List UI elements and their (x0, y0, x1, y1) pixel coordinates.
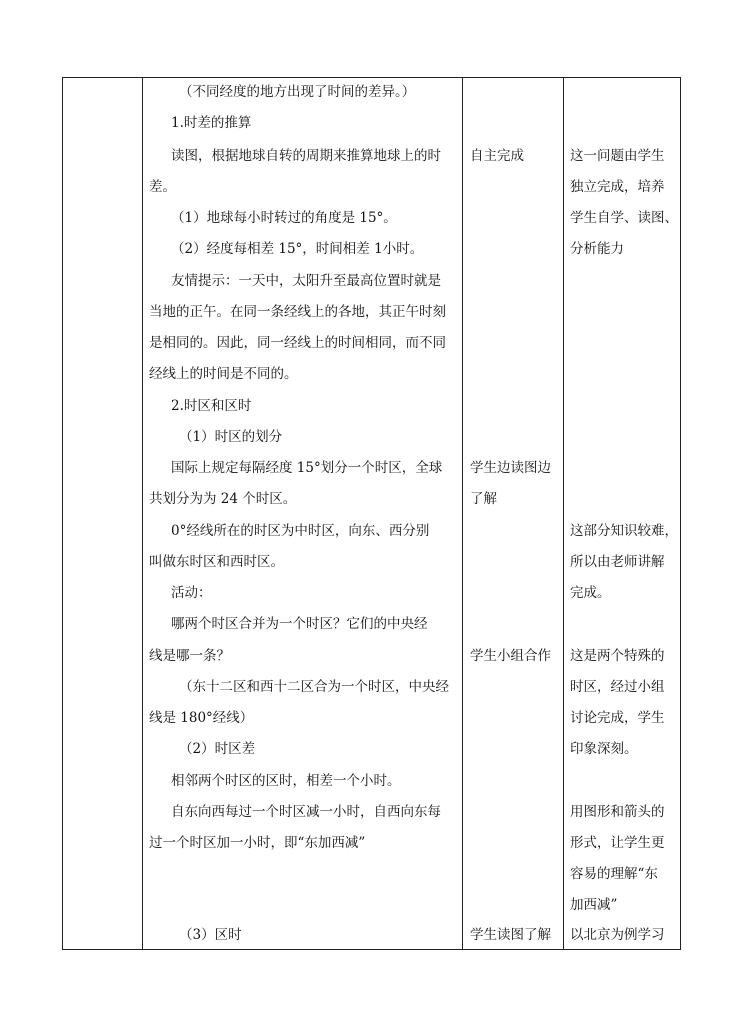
section-heading: 2.时区和区时 (171, 398, 252, 414)
intent-line: 独立完成，培养 (570, 179, 665, 195)
content-line: （3）区时 (179, 927, 242, 943)
activity-cell: 学生小组合作 (470, 648, 551, 664)
content-line: 国际上规定每隔经度 15°划分一个时区，全球 (171, 460, 443, 476)
content-line: 当地的正午。在同一条经线上的各地，其正午时刻 (149, 304, 446, 320)
content-line: 过一个时区加一小时，即“东加西减” (149, 835, 366, 851)
content-line: （1）地球每小时转过的角度是 15°。 (171, 210, 397, 226)
intent-line: 学生自学、读图、 (570, 210, 678, 226)
content-line: 叫做东时区和西时区。 (149, 554, 284, 570)
intent-line: 时区，经过小组 (570, 679, 665, 695)
intent-line: 以北京为例学习 (570, 927, 665, 943)
content-line: （不同经度的地方出现了时间的差异。） (179, 84, 416, 100)
intent-line: 用图形和箭头的 (570, 804, 665, 820)
activity-cell: 学生读图了解 (470, 927, 551, 943)
content-line: 共划分为为 24 个时区。 (149, 491, 297, 507)
content-line: 线是哪一条？ (149, 648, 230, 664)
intent-line: 分析能力 (570, 241, 624, 257)
content-line: 哪两个时区合并为一个时区？它们的中央经 (171, 616, 428, 632)
content-line: 自东向西每过一个时区减一小时，自西向东每 (171, 804, 441, 820)
intent-line: 这部分知识较难， (570, 523, 678, 539)
intent-line: 加西减” (570, 897, 618, 913)
content-line: 经线上的时间是不同的。 (149, 366, 298, 382)
intent-line: 这一问题由学生 (570, 148, 665, 164)
content-line: 0°经线所在的时区为中时区，向东、西分别 (171, 523, 430, 539)
content-line: 友情提示：一天中，太阳升至最高位置时就是 (171, 273, 441, 289)
intent-line: 这是两个特殊的 (570, 648, 665, 664)
intent-line: 完成。 (570, 585, 611, 601)
content-line: （1）时区的划分 (179, 429, 283, 445)
column-divider-3 (563, 78, 564, 949)
content-line: 相邻两个时区的区时，相差一个小时。 (171, 773, 401, 789)
content-line: 线是 180°经线） (149, 710, 254, 726)
content-line: （2）经度每相差 15°，时间相差 1小时。 (171, 241, 424, 257)
content-line: 读图，根据地球自转的周期来推算地球上的时 (171, 148, 441, 164)
lesson-table (62, 77, 681, 950)
column-divider-1 (142, 78, 143, 949)
activity-cell: 了解 (470, 491, 497, 507)
intent-line: 印象深刻。 (570, 741, 638, 757)
activity-cell: 自主完成 (470, 148, 524, 164)
intent-line: 形式，让学生更 (570, 835, 665, 851)
activity-cell: 学生边读图边 (470, 460, 551, 476)
content-line: （2）时区差 (179, 741, 256, 757)
content-line: 差。 (149, 179, 176, 195)
content-line: 是相同的。因此，同一经线上的时间相同，而不同 (149, 335, 446, 351)
column-divider-2 (462, 78, 463, 949)
intent-line: 所以由老师讲解 (570, 554, 665, 570)
intent-line: 容易的理解“东 (570, 866, 658, 882)
section-heading: 1.时差的推算 (171, 115, 252, 131)
intent-line: 讨论完成，学生 (570, 710, 665, 726)
content-line: 活动： (171, 585, 212, 601)
content-line: （东十二区和西十二区合为一个时区，中央经 (179, 679, 449, 695)
